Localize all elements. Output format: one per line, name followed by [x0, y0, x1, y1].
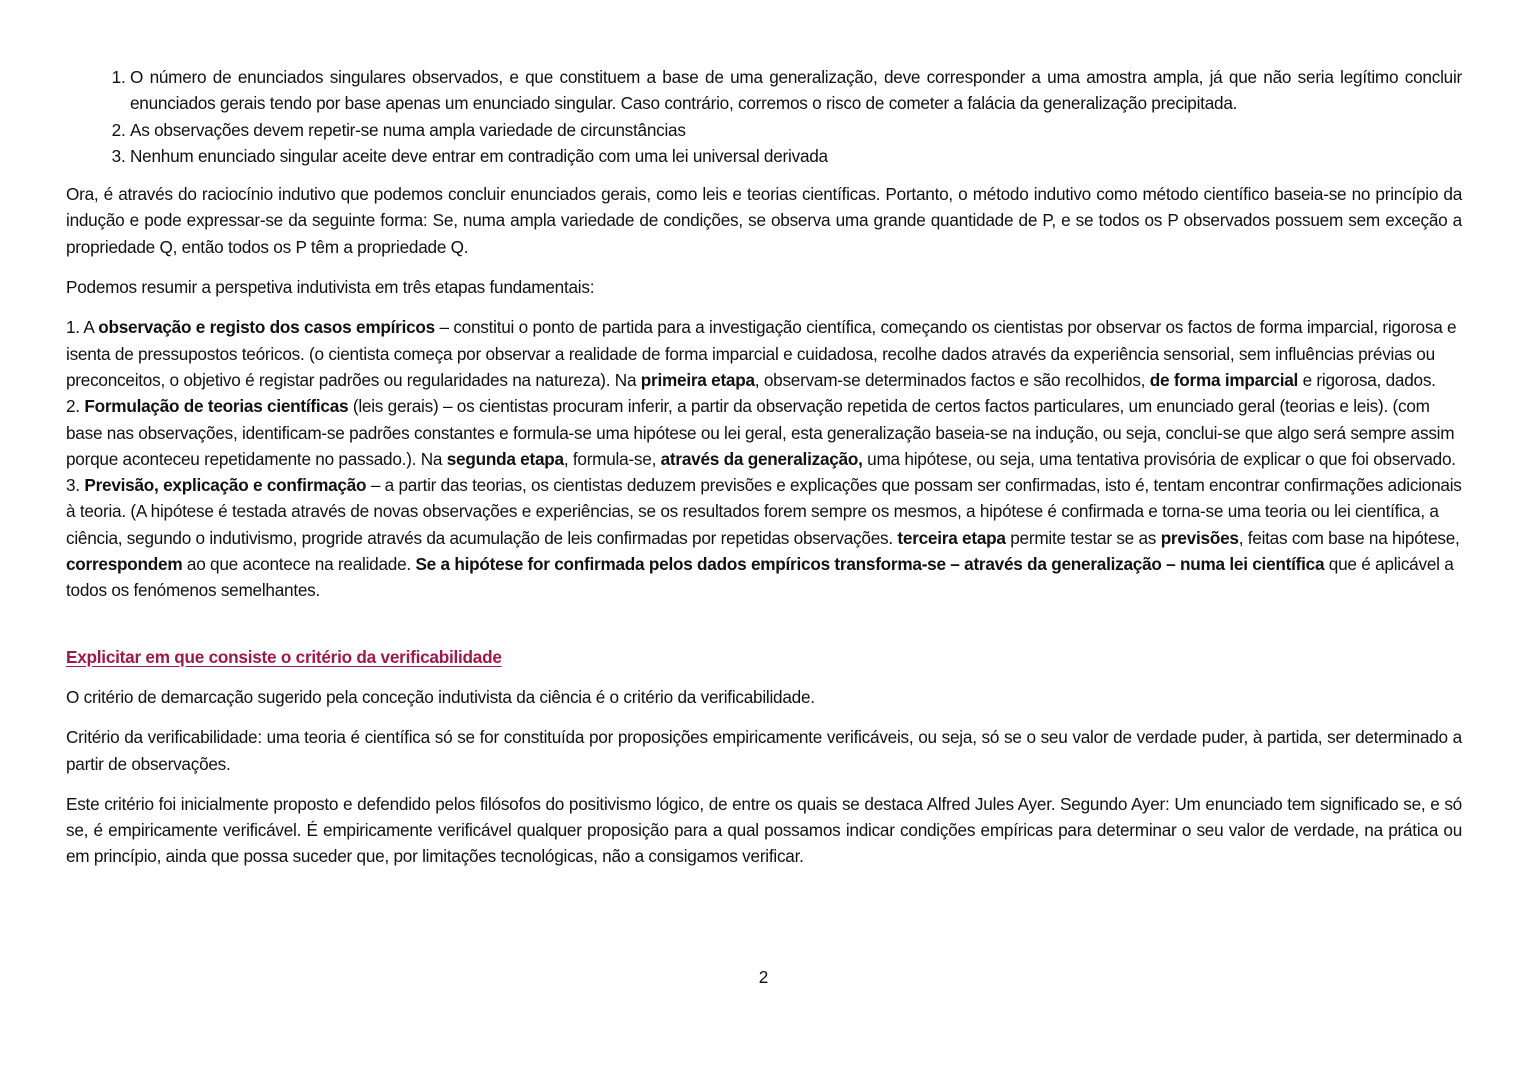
list-item: 2. As observações devem repetir-se numa ampla variedade de circunstâncias — [130, 117, 1462, 143]
stage-text: – a partir das teorias, os cientistas deduzem previsões e explicações que possam ser confirmadas, isto é, tentam encontrar confirmações adicionais à teoria. (A hipótese é testada através de novas observações e experiências, se os resultados forem sempre os mesmos, a hipótese é confirmada e torna-se uma teoria ou lei científica, a ciência, segundo o indutivismo, progride através da acumulação de leis confirmadas por repetidas observações. — [66, 475, 1462, 548]
stage-title: Previsão, explicação e confirmação — [84, 475, 367, 496]
stage-number: 1. A — [66, 317, 99, 338]
stage-text: uma hipótese, ou seja, uma tentativa provisória de explicar o que foi observado. — [862, 448, 1456, 469]
stage-text: – constitui o ponto de partida para a investigação científica, começando os cientistas por observar os factos de forma imparcial, rigorosa e isenta de pressupostos teóricos. (o cientista começa por observar a realidade de forma imparcial e cuidadosa, recolhe dados através da experiência sensorial, sem influências prévias ou preconceitos, o objetivo é registar padrões ou regularidades na natureza). Na — [66, 317, 1457, 390]
stage-emphasis: primeira etapa — [640, 369, 755, 390]
paragraph-induction: Ora, é através do raciocínio indutivo que podemos concluir enunciados gerais, como leis e teorias científicas. Portanto, o método indutivo como método científico baseia-se no princípio da indução e pode expressar-se da seguinte forma: Se, numa ampla variedade de condições, se observa uma grande quantidade de P, e se todos os P observados possuem sem exceção a propriedade Q, então todos os P têm a propriedade Q. — [66, 184, 1462, 257]
stage-text: (leis gerais) – os cientistas procuram inferir, a partir da observação repetida de certos factos particulares, um enunciado geral (teorias e leis). (com base nas observações, identificam-se padrões constantes e formula-se uma hipótese ou lei geral, esta generalização baseia-se na indução, ou seja, conclui-se que algo será sempre assim porque aconteceu repetidamente no passado.). Na — [66, 396, 1455, 469]
stage-emphasis: de forma imparcial — [1149, 369, 1299, 390]
induction-conditions-list — [66, 64, 1462, 169]
page-number: 2 — [758, 967, 769, 987]
paragraph-demarcation: O critério de demarcação sugerido pela conceção indutivista da ciência é o critério da verificabilidade. — [66, 686, 815, 707]
stage-2 — [66, 393, 1462, 472]
stage-text: , observam-se determinados factos e são recolhidos, — [754, 369, 1150, 390]
stage-title: Formulação de teorias científicas — [84, 396, 349, 417]
list-item: 1. O número de enunciados singulares observados, e que constituem a base de uma generalização, deve corresponder a uma amostra ampla, já que não seria legítimo concluir enunciados gerais tendo por base apenas um enunciado singular. Caso contrário, corremos o risco de cometer a falácia da generalização precipitada. — [130, 64, 1462, 117]
stage-emphasis: segunda etapa — [446, 448, 564, 469]
stage-1 — [66, 314, 1462, 393]
document-page — [66, 64, 1462, 884]
stage-text: , formula-se, — [563, 448, 661, 469]
paragraph-ayer: Este critério foi inicialmente proposto e defendido pelos filósofos do positivismo lógico, de entre os quais se destaca Alfred Jules Ayer. Segundo Ayer: Um enunciado tem significado se, e só se, é empiricamente verificável. É empiricamente verificável qualquer proposição para a qual possamos indicar condições empíricas para determinar o seu valor de verdade, na prática ou em princípio, ainda que possa suceder que, por limitações tecnológicas, não a consigamos verificar. — [66, 793, 1462, 867]
paragraph-criterion: Critério da verificabilidade: uma teoria é científica só se for constituída por proposições empiricamente verificáveis, ou seja, só se o seu valor de verdade puder, à partida, ser determinado a partir de observações. — [66, 727, 1462, 774]
paragraph-summary: Podemos resumir a perspetiva indutivista em três etapas fundamentais: — [66, 277, 595, 298]
stages-list — [66, 314, 1462, 603]
stage-number: 3. — [66, 475, 85, 496]
list-item: 3. Nenhum enunciado singular aceite deve entrar em contradição com uma lei universal derivada — [130, 143, 1462, 169]
stage-3 — [66, 472, 1462, 603]
stage-text: , feitas com base na hipótese, — [1238, 527, 1460, 548]
stage-text: ao que acontece na realidade. — [182, 554, 416, 575]
stage-text: e rigorosa, dados. — [1298, 369, 1436, 390]
stage-emphasis: previsões — [1160, 527, 1239, 548]
stage-emphasis: correspondem — [66, 554, 183, 575]
stage-emphasis: terceira etapa — [897, 527, 1006, 548]
stage-number: 2. — [66, 396, 85, 417]
stage-text: permite testar se as — [1005, 527, 1161, 548]
stage-text: que é aplicável a todos os fenómenos semelhantes. — [66, 554, 1454, 601]
stage-title: observação e registo dos casos empíricos — [98, 317, 435, 338]
section-heading: Explicitar em que consiste o critério da verificabilidade — [66, 646, 502, 667]
stage-emphasis: Se a hipótese for confirmada pelos dados empíricos transforma-se – através da generalização – numa lei científica — [415, 554, 1325, 575]
stage-emphasis: através da generalização, — [660, 448, 863, 469]
